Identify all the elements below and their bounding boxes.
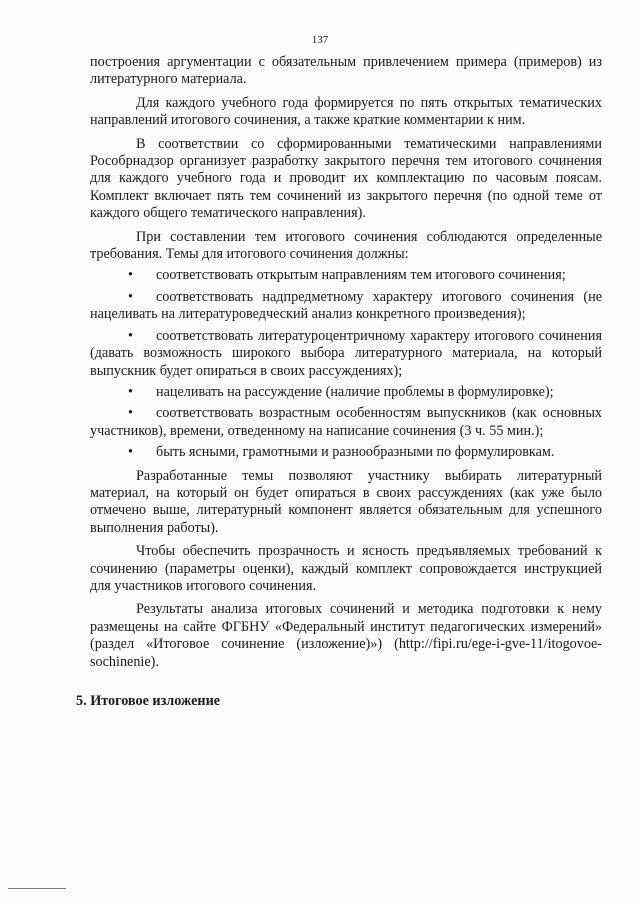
paragraph-7: Результаты анализа итоговых сочинений и методика подготовки к нему размещены на сайте ФГБНУ «Федеральный институт педагогических измерений» (раздел «Итоговое сочинение (изложение)») (http://fipi.ru/ege-i-gve-11/itogovoe-sochinenie). (90, 601, 602, 670)
bullet-icon: • (128, 327, 133, 344)
list-item (90, 289, 602, 324)
footnote-divider (8, 888, 66, 889)
document-body (76, 54, 602, 710)
bullet-icon: • (128, 267, 133, 284)
list-item (90, 405, 602, 440)
bullet-icon: • (128, 288, 133, 305)
list-item (90, 328, 602, 380)
list-item (90, 444, 602, 461)
paragraph-4: При составлении тем итогового сочинения соблюдаются определенные требования. Темы для итогового сочинения должны: (90, 228, 602, 263)
list-item-text: нацеливать на рассуждение (наличие проблемы в формулировке); (156, 383, 554, 400)
list-item-text: соответствовать надпредметному характеру итогового сочинения (не нацеливать на литературоведческий анализ конкретного произведения); (90, 288, 602, 323)
list-item (90, 384, 602, 401)
list-item-text: быть ясными, грамотными и разнообразными по формулировкам. (156, 444, 555, 461)
page-number: 137 (311, 34, 329, 46)
list-item-text: соответствовать открытым направлениям тем итогового сочинения; (156, 267, 566, 284)
bullet-icon: • (128, 444, 133, 461)
paragraph-3: В соответствии со сформированными тематическими направлениями Рособрнадзор организует разработку закрытого перечня тем итогового сочинения для каждого учебного года и проводит их комплектацию по часовым поясам. Комплект включает пять тем сочинений из закрытого перечня (по одной теме от каждого общего тематического направления). (90, 135, 602, 222)
list-item (90, 267, 602, 284)
list-item-text: соответствовать литературоцентричному характеру итогового сочинения (давать возможность широкого выбора литературного материала, на который выпускник будет опираться в своих рассуждениях); (90, 327, 602, 379)
paragraph-6: Чтобы обеспечить прозрачность и ясность предъявляемых требований к сочинению (параметры оценки), каждый комплект сопровождается инструкцией для участников итогового сочинения. (90, 543, 602, 594)
bullet-icon: • (128, 405, 133, 422)
paragraph-2: Для каждого учебного года формируется по пять открытых тематических направлений итогового сочинения, а также краткие комментарии к ним. (90, 94, 602, 129)
bullet-icon: • (128, 383, 133, 400)
paragraph-5: Разработанные темы позволяют участнику выбирать литературный материал, на который он будет опираться в своих рассуждениях (как уже было отмечено выше, литературный компонент является обязательным для успешного выполнения работы). (90, 467, 602, 536)
requirements-list (90, 267, 602, 461)
list-item-text: соответствовать возрастным особенностям выпускников (как основных участников), времени, отведенному на написание сочинения (3 ч. 55 мин.); (90, 405, 602, 439)
section-heading: 5. Итоговое изложение (76, 693, 221, 709)
paragraph-1: построения аргументации с обязательным привлечением примера (примеров) из литературного материала. (90, 54, 602, 88)
